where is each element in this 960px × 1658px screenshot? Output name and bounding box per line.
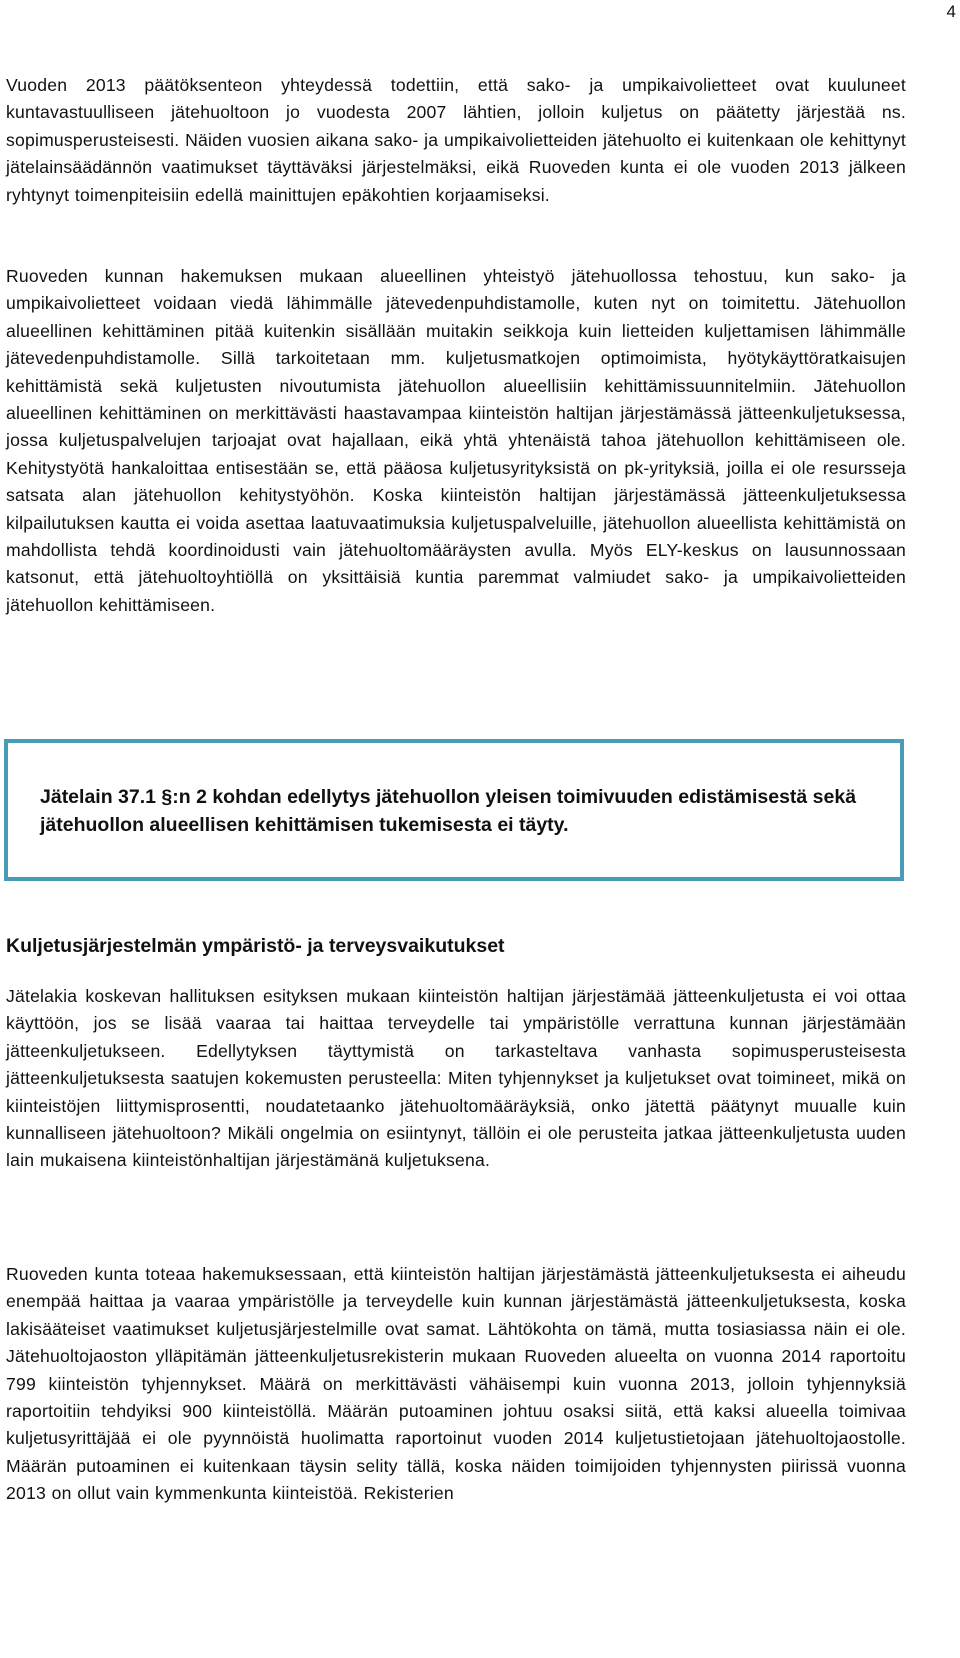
paragraph-government-proposal: Jätelakia koskevan hallituksen esityksen mukaan kiinteistön haltijan järjestämää jätteenkuljetusta ei voi ottaa käyttöön, jos se lisää vaaraa tai haittaa terveydelle tai ympäristölle verrattuna kunnan järjestämään jätteenkuljetukseen. Edellytyksen täyttymistä on tarkasteltava vanhasta sopimusperusteisesta jätteenkuljetuksesta saatujen kokemusten perusteella: Miten tyhjennykset ja kuljetukset ovat toimineet, mikä on kiinteistöjen liittymisprosentti, noudatetaanko jätehuoltomääräyksiä, onko jätettä päätynyt muualle kuin kunnalliseen jätehuoltoon? Mikäli ongelmia on esiintynyt, tällöin ei ole perusteita jatkaa jätteenkuljetusta uuden lain mukaisena kiinteistönhaltijan järjestämänä kuljetuksena.	[6, 986, 906, 1171]
page-number: 4	[946, 2, 956, 21]
conclusion-callout-text: Jätelain 37.1 §:n 2 kohdan edellytys jätehuollon yleisen toimivuuden edistämisestä sekä jätehuollon alueellisen kehittämisen tukemisesta ei täyty.	[40, 786, 857, 836]
paragraph-decision-history: Vuoden 2013 päätöksenteon yhteydessä todettiin, että sako- ja umpikaivolietteet ovat kuuluneet kuntavastuulliseen jätehuoltoon jo vuodesta 2007 lähtien, jolloin kuljetus on päätetty järjestää ns. sopimusperusteisesti. Näiden vuosien aikana sako- ja umpikaivolietteiden jätehuolto ei kuitenkaan ole kehittynyt jätelainsäädännön vaatimukset täyttäväksi järjestelmäksi, eikä Ruoveden kunta ei ole vuoden 2013 jälkeen ryhtynyt toimenpiteisiin edellä mainittujen epäkohtien korjaamiseksi.	[6, 75, 906, 205]
section-heading: Kuljetusjärjestelmän ympäristö- ja terveysvaikutukset	[6, 935, 505, 957]
conclusion-callout-box	[4, 739, 904, 881]
paragraph-municipality-statement: Ruoveden kunta toteaa hakemuksessaan, että kiinteistön haltijan järjestämästä jätteenkuljetuksesta ei aiheudu enempää haittaa ja vaaraa ympäristölle ja terveydelle kuin kunnan järjestämästä jätteenkuljetuksesta, koska lakisääteiset vaatimukset kuljetusjärjestelmille ovat samat. Lähtökohta on tämä, mutta tosiasiassa näin ei ole. Jätehuoltojaoston ylläpitämän jätteenkuljetusrekisterin mukaan Ruoveden alueelta on vuonna 2014 raportoitu 799 kiinteistön tyhjennykset. Määrä on merkittävästi vähäisempi kuin vuonna 2013, jolloin tyhjennyksiä raportoitiin tehdyiksi 900 kiinteistöllä. Määrän putoaminen johtuu osaksi siitä, että kaksi alueella toimivaa kuljetusyrittäjää ei ole pyynnöistä huolimatta raportoinut vuoden 2014 kuljetustietojaan jätehuoltojaostolle. Määrän putoaminen ei kuitenkaan täysin selity tällä, koska näiden toimijoiden tyhjennysten piirissä vuonna 2013 on ollut vain kymmenkunta kiinteistöä. Rekisterien	[6, 1264, 906, 1504]
paragraph-regional-cooperation: Ruoveden kunnan hakemuksen mukaan alueellinen yhteistyö jätehuollossa tehostuu, kun sako- ja umpikaivolietteet voidaan viedä lähimmälle jätevedenpuhdistamolle, kuten nyt on toimitettu. Jätehuollon alueellinen kehittäminen pitää kuitenkin sisällään muitakin seikkoja kuin lietteiden kuljettamisen lähimmälle jätevedenpuhdistamolle. Sillä tarkoitetaan mm. kuljetusmatkojen optimoimista, hyötykäyttöratkaisujen kehittämistä sekä kuljetusten nivoutumista jätehuollon alueellisiin kehittämissuunnitelmiin. Jätehuollon alueellinen kehittäminen on merkittävästi haastavampaa kiinteistön haltijan järjestämässä jätteenkuljetuksessa, jossa kuljetuspalvelujen tarjoajat ovat hajallaan, eikä yhtä yhtenäistä tahoa jätehuollon kehittämiseen ole. Kehitystyötä hankaloittaa entisestään se, että pääosa kuljetusyrityksistä on pk-yrityksiä, joilla ei ole resursseja satsata alan jätehuollon kehitystyöhön. Koska kiinteistön haltijan järjestämässä jätteenkuljetuksessa kilpailutuksen kautta ei voida asettaa laatuvaatimuksia kuljetuspalveluille, jätehuollon alueellista kehittämistä on mahdollista tehdä koordinoidusti vain jätehuoltomääräysten avulla. Myös ELY-keskus on lausunnossaan katsonut, että jätehuoltoyhtiöllä on yksittäisiä kuntia paremmat valmiudet sako- ja umpikaivolietteiden jätehuollon kehittämiseen.	[6, 266, 906, 615]
